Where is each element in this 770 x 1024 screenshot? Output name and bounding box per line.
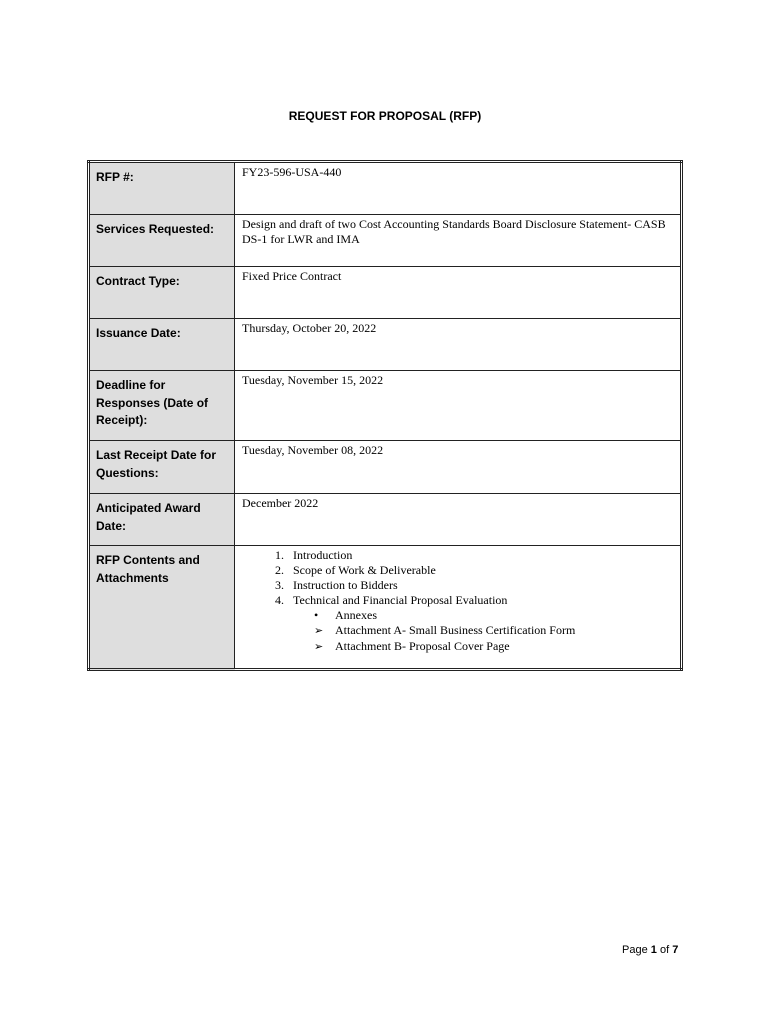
row-value: December 2022 <box>235 494 682 546</box>
contents-cell <box>235 546 682 670</box>
table-row <box>89 494 682 546</box>
list-item <box>314 639 672 655</box>
list-item: 4. Technical and Financial Proposal Evaluation <box>287 593 672 608</box>
row-label: Deadline for Responses (Date of Receipt): <box>89 371 235 441</box>
row-label: Last Receipt Date for Questions: <box>89 441 235 494</box>
table-row <box>89 546 682 670</box>
rfp-summary-table <box>87 160 683 671</box>
row-value: Design and draft of two Cost Accounting Standards Board Disclosure Statement- CASB DS-1 for LWR and IMA <box>235 215 682 267</box>
table-row <box>89 215 682 267</box>
attachment-list <box>314 623 672 655</box>
annex-list <box>242 608 672 655</box>
arrow-bullet-icon: ➢ <box>314 625 324 637</box>
list-item: 2. Scope of Work & Deliverable <box>287 563 672 578</box>
bullet-icon: • <box>314 608 319 622</box>
table-row <box>89 267 682 319</box>
list-item: 1. Introduction <box>287 548 672 563</box>
row-value: Tuesday, November 08, 2022 <box>235 441 682 494</box>
table-row <box>89 371 682 441</box>
row-label: Contract Type: <box>89 267 235 319</box>
row-value: Fixed Price Contract <box>235 267 682 319</box>
page-total: 7 <box>672 944 679 956</box>
table-row <box>89 319 682 371</box>
list-item <box>314 623 672 639</box>
row-label: RFP Contents and Attachments <box>89 546 235 670</box>
row-label: RFP #: <box>89 162 235 215</box>
page-number <box>622 944 678 956</box>
row-value: Tuesday, November 15, 2022 <box>235 371 682 441</box>
table-row <box>89 162 682 215</box>
annex-label: Annexes <box>335 608 377 622</box>
page-current: 1 <box>650 944 657 956</box>
row-label: Anticipated Award Date: <box>89 494 235 546</box>
row-label: Issuance Date: <box>89 319 235 371</box>
page-word: Page <box>622 944 648 956</box>
row-value: Thursday, October 20, 2022 <box>235 319 682 371</box>
row-label: Services Requested: <box>89 215 235 267</box>
row-value: FY23-596-USA-440 <box>235 162 682 215</box>
table-row <box>89 441 682 494</box>
of-word: of <box>659 944 670 956</box>
document-title: REQUEST FOR PROPOSAL (RFP) <box>288 109 482 123</box>
attachment-label: Attachment A- Small Business Certification Form <box>335 623 576 637</box>
annex-item <box>314 608 672 655</box>
attachment-label: Attachment B- Proposal Cover Page <box>335 639 510 653</box>
contents-list <box>242 548 672 608</box>
list-item: 3. Instruction to Bidders <box>287 578 672 593</box>
arrow-bullet-icon: ➢ <box>314 641 324 653</box>
